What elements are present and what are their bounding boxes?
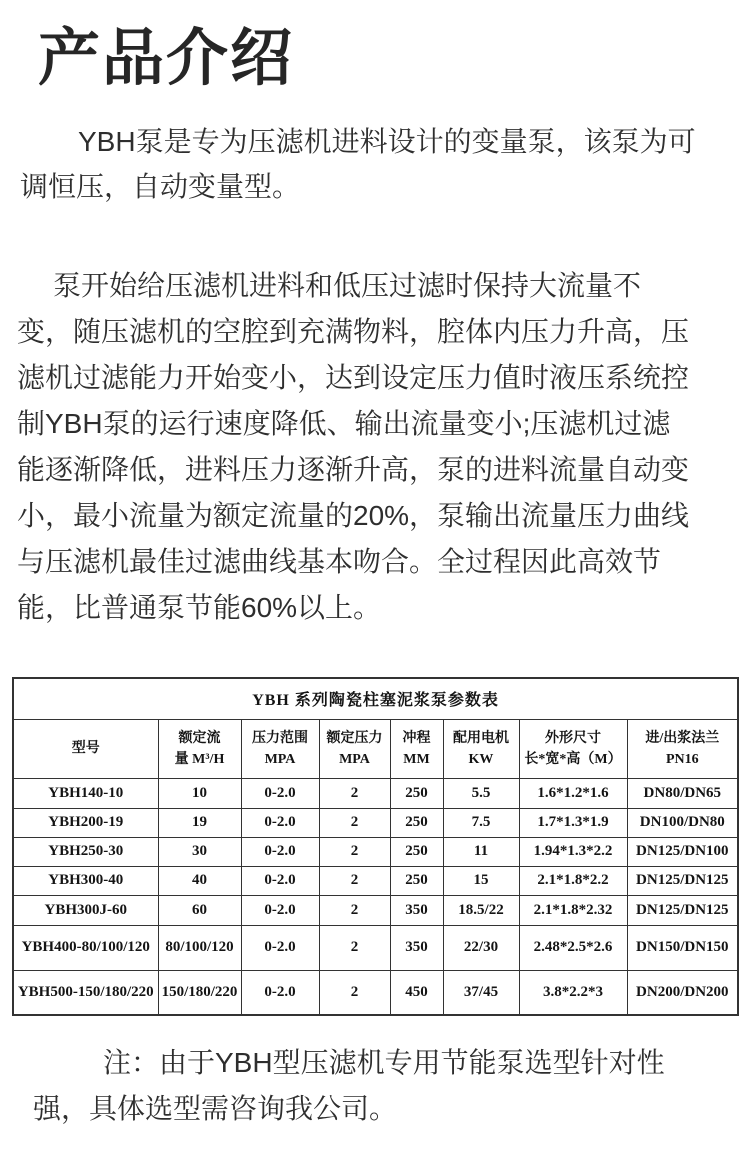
table-cell: 18.5/22 — [443, 895, 519, 925]
table-cell: 22/30 — [443, 925, 519, 970]
table-cell: DN200/DN200 — [627, 970, 738, 1015]
table-cell: 0-2.0 — [241, 925, 319, 970]
table-header-row — [13, 719, 738, 778]
table-cell: YBH200-19 — [13, 808, 158, 837]
column-header: 冲程 MM — [390, 719, 443, 778]
spec-table — [12, 677, 739, 1016]
column-header: 外形尺寸 长*宽*高（M） — [519, 719, 627, 778]
table-cell: 0-2.0 — [241, 866, 319, 895]
column-header: 进/出浆法兰 PN16 — [627, 719, 738, 778]
text-line: 能，比普通泵节能60%以上。 — [17, 592, 382, 624]
table-cell: 150/180/220 — [158, 970, 241, 1015]
table-cell: 2 — [319, 925, 390, 970]
table-cell: 450 — [390, 970, 443, 1015]
text-line: 调恒压，自动变量型。 — [20, 171, 301, 203]
table-cell: 2.1*1.8*2.2 — [519, 866, 627, 895]
table-row — [13, 970, 738, 1015]
intro-paragraph — [20, 119, 732, 209]
column-header: 型号 — [13, 719, 158, 778]
table-cell: 0-2.0 — [241, 970, 319, 1015]
table-row — [13, 778, 738, 808]
column-header: 配用电机 KW — [443, 719, 519, 778]
table-row — [13, 866, 738, 895]
table-cell: YBH400-80/100/120 — [13, 925, 158, 970]
table-cell: 2.1*1.8*2.32 — [519, 895, 627, 925]
text-line: 滤机过滤能力开始变小，达到设定压力值时液压系统控 — [17, 362, 690, 394]
description-paragraph — [17, 263, 736, 631]
table-cell: 350 — [390, 895, 443, 925]
table-cell: 3.8*2.2*3 — [519, 970, 627, 1015]
table-cell: DN150/DN150 — [627, 925, 738, 970]
column-header: 压力范围 MPA — [241, 719, 319, 778]
table-cell: DN100/DN80 — [627, 808, 738, 837]
table-cell: YBH300J-60 — [13, 895, 158, 925]
table-cell: 2 — [319, 837, 390, 866]
table-cell: 7.5 — [443, 808, 519, 837]
table-cell: DN125/DN125 — [627, 895, 738, 925]
note-paragraph — [33, 1040, 736, 1132]
table-cell: 0-2.0 — [241, 837, 319, 866]
table-cell: 2 — [319, 970, 390, 1015]
text-line: 泵开始给压滤机进料和低压过滤时保持大流量不 — [53, 270, 642, 302]
table-cell: 350 — [390, 925, 443, 970]
table-cell: 250 — [390, 808, 443, 837]
table-row — [13, 925, 738, 970]
table-cell: 2.48*2.5*2.6 — [519, 925, 627, 970]
column-header: 额定流 量 M³/H — [158, 719, 241, 778]
table-title-row — [13, 678, 738, 719]
table-cell: 2 — [319, 895, 390, 925]
table-cell: 0-2.0 — [241, 778, 319, 808]
table-cell: 0-2.0 — [241, 895, 319, 925]
table-cell: YBH500-150/180/220 — [13, 970, 158, 1015]
table-row — [13, 808, 738, 837]
table-cell: 1.94*1.3*2.2 — [519, 837, 627, 866]
text-line: 制YBH泵的运行速度降低、输出流量变小;压滤机过滤 — [17, 408, 671, 440]
table-cell: 2 — [319, 866, 390, 895]
table-cell: 1.7*1.3*1.9 — [519, 808, 627, 837]
table-cell: 15 — [443, 866, 519, 895]
table-cell: 11 — [443, 837, 519, 866]
table-cell: DN125/DN100 — [627, 837, 738, 866]
column-header: 额定压力 MPA — [319, 719, 390, 778]
table-cell: 60 — [158, 895, 241, 925]
table-cell: 2 — [319, 808, 390, 837]
table-body — [13, 778, 738, 1015]
text-line: 小，最小流量为额定流量的20%，泵输出流量压力曲线 — [17, 500, 690, 532]
table-cell: YBH140-10 — [13, 778, 158, 808]
table-cell: 30 — [158, 837, 241, 866]
table-cell: 2 — [319, 778, 390, 808]
table-cell: DN80/DN65 — [627, 778, 738, 808]
table-cell: 37/45 — [443, 970, 519, 1015]
text-line: 与压滤机最佳过滤曲线基本吻合。全过程因此高效节 — [17, 546, 662, 578]
table-cell: 0-2.0 — [241, 808, 319, 837]
table-cell: 250 — [390, 837, 443, 866]
table-cell: 250 — [390, 778, 443, 808]
table-row — [13, 895, 738, 925]
table-cell: 80/100/120 — [158, 925, 241, 970]
table-cell: 19 — [158, 808, 241, 837]
table-cell: 250 — [390, 866, 443, 895]
text-line: 注：由于YBH型压滤机专用节能泵选型针对性 — [103, 1047, 665, 1079]
page-title: 产品介绍 — [38, 24, 295, 93]
text-line: 能逐渐降低，进料压力逐渐升高，泵的进料流量自动变 — [17, 454, 690, 486]
table-cell: YBH300-40 — [13, 866, 158, 895]
table-cell: YBH250-30 — [13, 837, 158, 866]
text-line: 强，具体选型需咨询我公司。 — [33, 1093, 398, 1125]
table-cell: 1.6*1.2*1.6 — [519, 778, 627, 808]
table-row — [13, 837, 738, 866]
table-title: YBH 系列陶瓷柱塞泥浆泵参数表 — [13, 678, 738, 719]
table-cell: 5.5 — [443, 778, 519, 808]
text-line: YBH泵是专为压滤机进料设计的变量泵，该泵为可 — [78, 126, 696, 158]
table-cell: DN125/DN125 — [627, 866, 738, 895]
table-cell: 10 — [158, 778, 241, 808]
table-cell: 40 — [158, 866, 241, 895]
text-line: 变，随压滤机的空腔到充满物料，腔体内压力升高，压 — [17, 316, 690, 348]
